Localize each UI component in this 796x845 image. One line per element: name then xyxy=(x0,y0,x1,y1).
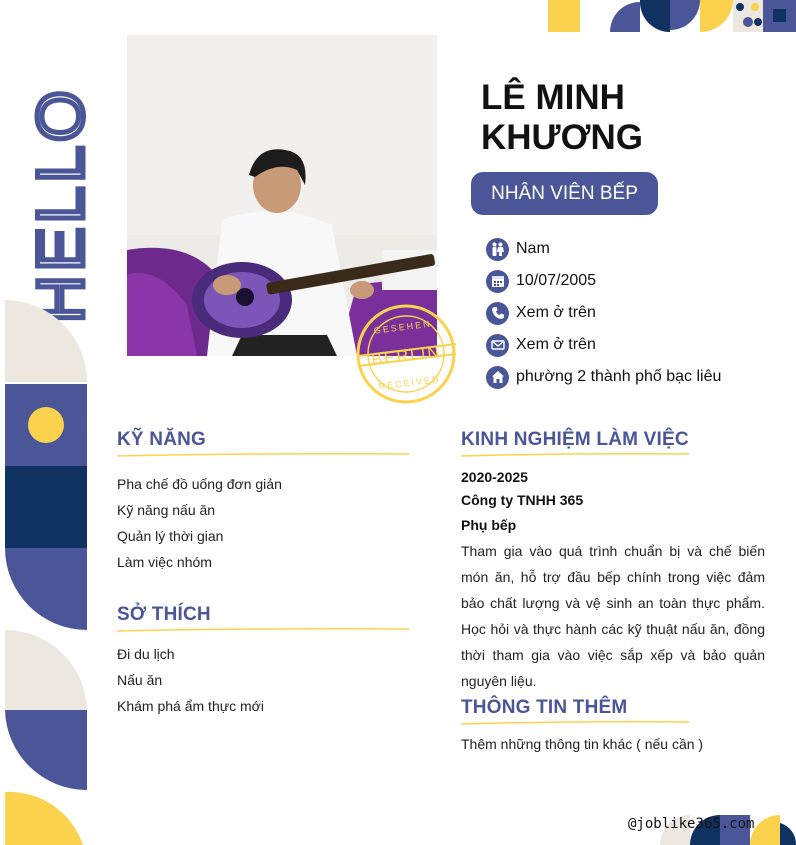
job-title-badge: NHÂN VIÊN BẾP xyxy=(471,172,658,215)
name-line-1: LÊ MINH xyxy=(481,78,625,117)
hobbies-list xyxy=(117,641,264,719)
svg-text:HELLO: HELLO xyxy=(23,86,97,323)
info-address xyxy=(486,361,786,393)
left-decoration xyxy=(5,300,87,845)
top-decoration xyxy=(548,0,796,32)
info-birthday xyxy=(486,265,786,297)
hobby-item: Nấu ăn xyxy=(117,672,163,688)
gender-icon xyxy=(486,238,509,261)
stamp-decoration xyxy=(352,300,460,408)
hello-decoration xyxy=(23,60,97,325)
extra-title: THÔNG TIN THÊM xyxy=(461,697,628,718)
skill-item: Pha chế đồ uống đơn giản xyxy=(117,476,282,492)
info-email-value: Xem ở trên xyxy=(516,336,596,353)
experience-underline xyxy=(461,452,689,458)
hobby-item: Khám phá ẩm thực mới xyxy=(117,698,264,714)
experience-description: Tham gia vào quá trình chuẩn bị và chế biến món ăn, hỗ trợ đầu bếp chính trong việc đảm bảo chất lượng và vệ sinh an toàn thực phẩm. Học hỏi và thực hành các kỹ thuật nấu ăn, đồng thời tham gia vào việc sắp xếp và bảo quản nguyên liệu. xyxy=(461,543,765,689)
experience-role: Phụ bếp xyxy=(461,517,517,533)
info-gender xyxy=(486,233,786,265)
skills-underline xyxy=(117,452,409,458)
experience-title: KINH NGHIỆM LÀM VIỆC xyxy=(461,429,689,450)
watermark: @joblike365.com xyxy=(628,816,755,832)
info-email xyxy=(486,329,786,361)
info-phone-value: Xem ở trên xyxy=(516,304,596,321)
personal-info xyxy=(486,233,786,393)
experience-period: 2020-2025 xyxy=(461,469,528,485)
info-phone xyxy=(486,297,786,329)
skill-item: Kỹ năng nấu ăn xyxy=(117,502,216,518)
skill-item: Quản lý thời gian xyxy=(117,528,224,544)
skills-list xyxy=(117,471,282,575)
info-birthday-value: 10/07/2005 xyxy=(516,272,597,289)
hobbies-underline xyxy=(117,627,409,633)
hobby-item: Đi du lịch xyxy=(117,646,175,662)
extra-underline xyxy=(461,720,689,726)
home-icon xyxy=(486,366,509,389)
svg-text:BERLIN: BERLIN xyxy=(370,343,442,370)
svg-text:RECEIVED: RECEIVED xyxy=(378,374,441,392)
experience-company: Công ty TNHH 365 xyxy=(461,492,584,508)
info-address-value: phường 2 thành phố bạc liêu xyxy=(516,368,722,385)
skills-title: KỸ NĂNG xyxy=(117,429,207,450)
phone-icon xyxy=(486,302,509,325)
calendar-icon xyxy=(486,270,509,293)
mail-icon xyxy=(486,334,509,357)
info-gender-value: Nam xyxy=(516,240,550,257)
name-line-2: KHƯƠNG xyxy=(481,118,643,157)
extra-text: Thêm những thông tin khác ( nếu cần ) xyxy=(461,736,704,752)
candidate-name xyxy=(481,78,781,158)
skill-item: Làm việc nhóm xyxy=(117,554,212,570)
hobbies-title: SỞ THÍCH xyxy=(117,604,211,625)
svg-text:GESEHEN: GESEHEN xyxy=(373,318,433,336)
